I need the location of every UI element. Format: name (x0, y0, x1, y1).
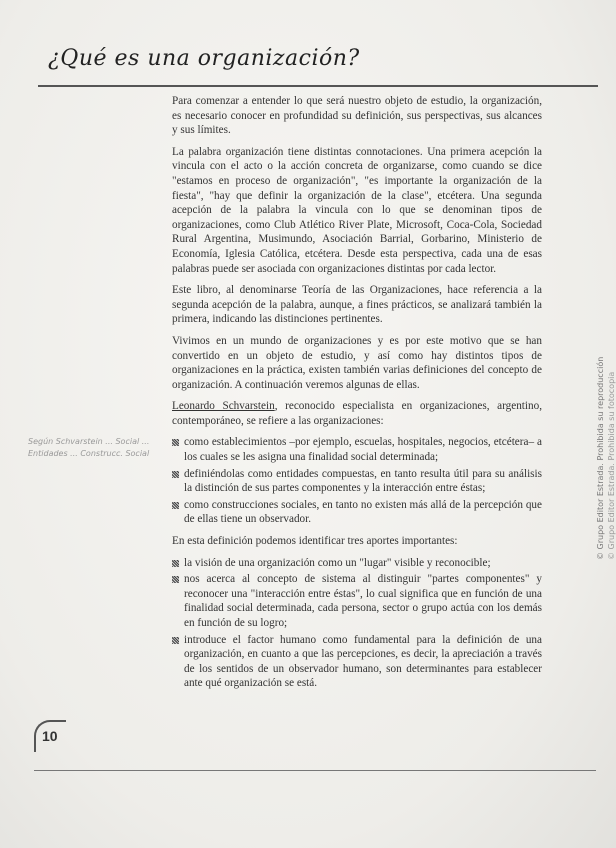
author-name: Leonardo Schvarstein (172, 400, 275, 413)
paragraph-book-reference: Este libro, al denominarse Teoría de las Organizaciones, hace referencia a la segunda acepción de la palabra, aunque, a fines prácticos, se analizará también la primera, indicando las distinciones pertinentes. (172, 284, 542, 326)
paragraph-connotations: La palabra organización tiene distintas connotaciones. Una primera acepción la vincula con el acto o la acción concreta de organizarse, como cuando se dice "estamos en proceso de organización", "es importante la organización de la fiesta", "hay que definir la organización de la clase", etcétera. Una segunda acepción de la palabra la vincula con lo que se denominan tipos de organizaciones, como Club Atlético River Plate, Microsoft, Coca-Cola, Sociedad Rural Argentina, Musimundo, Asociación Barrial, Gorbarino, Ministerio de Economía, Iglesia Católica, etcétera. Desde esta perspectiva, cada una de esas palabras puede ser asociada con organizaciones distintas por cada lector. (172, 145, 542, 275)
page-title: ¿Qué es una organización? (48, 46, 360, 71)
paragraph-world-of-organizations: Vivimos en un mundo de organizaciones y es por este motivo que se han convertido en un objeto de estudio, y así como hay distintos tipos de organizaciones en la práctica, existen también varias definiciones del concepto de organización. A continuación veremos algunas de ellas. (172, 334, 542, 391)
contribution-list (172, 556, 542, 691)
handwritten-margin-note: Según Schvarstein ... Social ... Entidades ... Construcc. Social (28, 437, 150, 458)
list-item: como construcciones sociales, en tanto no existen más allá de la percepción que de ellas tiene un observador. (172, 498, 542, 527)
list-item: introduce el factor humano como fundamental para la definición de una organización, en cuanto a que las percepciones, es decir, la apreciación a través de los sentidos de un observador humano, son determinantes para establecer ante qué organización se está. (172, 633, 542, 691)
page-number: 10 (42, 728, 58, 744)
definition-list (172, 435, 542, 527)
bottom-divider (34, 770, 596, 771)
list-item: como establecimientos –por ejemplo, escuelas, hospitales, negocios, etcétera– a los cuales se les asigna una finalidad social determinada; (172, 435, 542, 464)
list-item: nos acerca al concepto de sistema al distinguir "partes componentes" y reconocer una "interacción entre éstas", lo cual significa que en función de una finalidad social determinada, cada persona, sector o grupo actúa con los demás en función de su logro; (172, 572, 542, 630)
paragraph-contributions: En esta definición podemos identificar tres aportes importantes: (172, 535, 458, 548)
body-text (172, 94, 542, 698)
side-copyright-text-faint: © Grupo Editor Estrada. Prohibida su fotocopia (607, 371, 616, 560)
paragraph-intro: Para comenzar a entender lo que será nuestro objeto de estudio, la organización, es necesario conocer en profundidad su definición, sus perspectivas, sus alcances y sus límites. (172, 95, 542, 137)
side-copyright-text: © Grupo Editor Estrada. Prohibida su reproducción (596, 356, 605, 560)
paragraph-schvarstein (172, 399, 542, 428)
schvarstein-intro: , reconocido especialista en organizaciones, argentino, contemporáneo, se refiere a las organizaciones: (172, 400, 543, 427)
list-item: definiéndolas como entidades compuestas, en tanto resulta útil para su análisis la distinción de sus partes componentes y la interacción entre éstas; (172, 467, 542, 496)
list-item: la visión de una organización como un "lugar" visible y reconocible; (172, 556, 542, 571)
title-underline (38, 85, 598, 87)
